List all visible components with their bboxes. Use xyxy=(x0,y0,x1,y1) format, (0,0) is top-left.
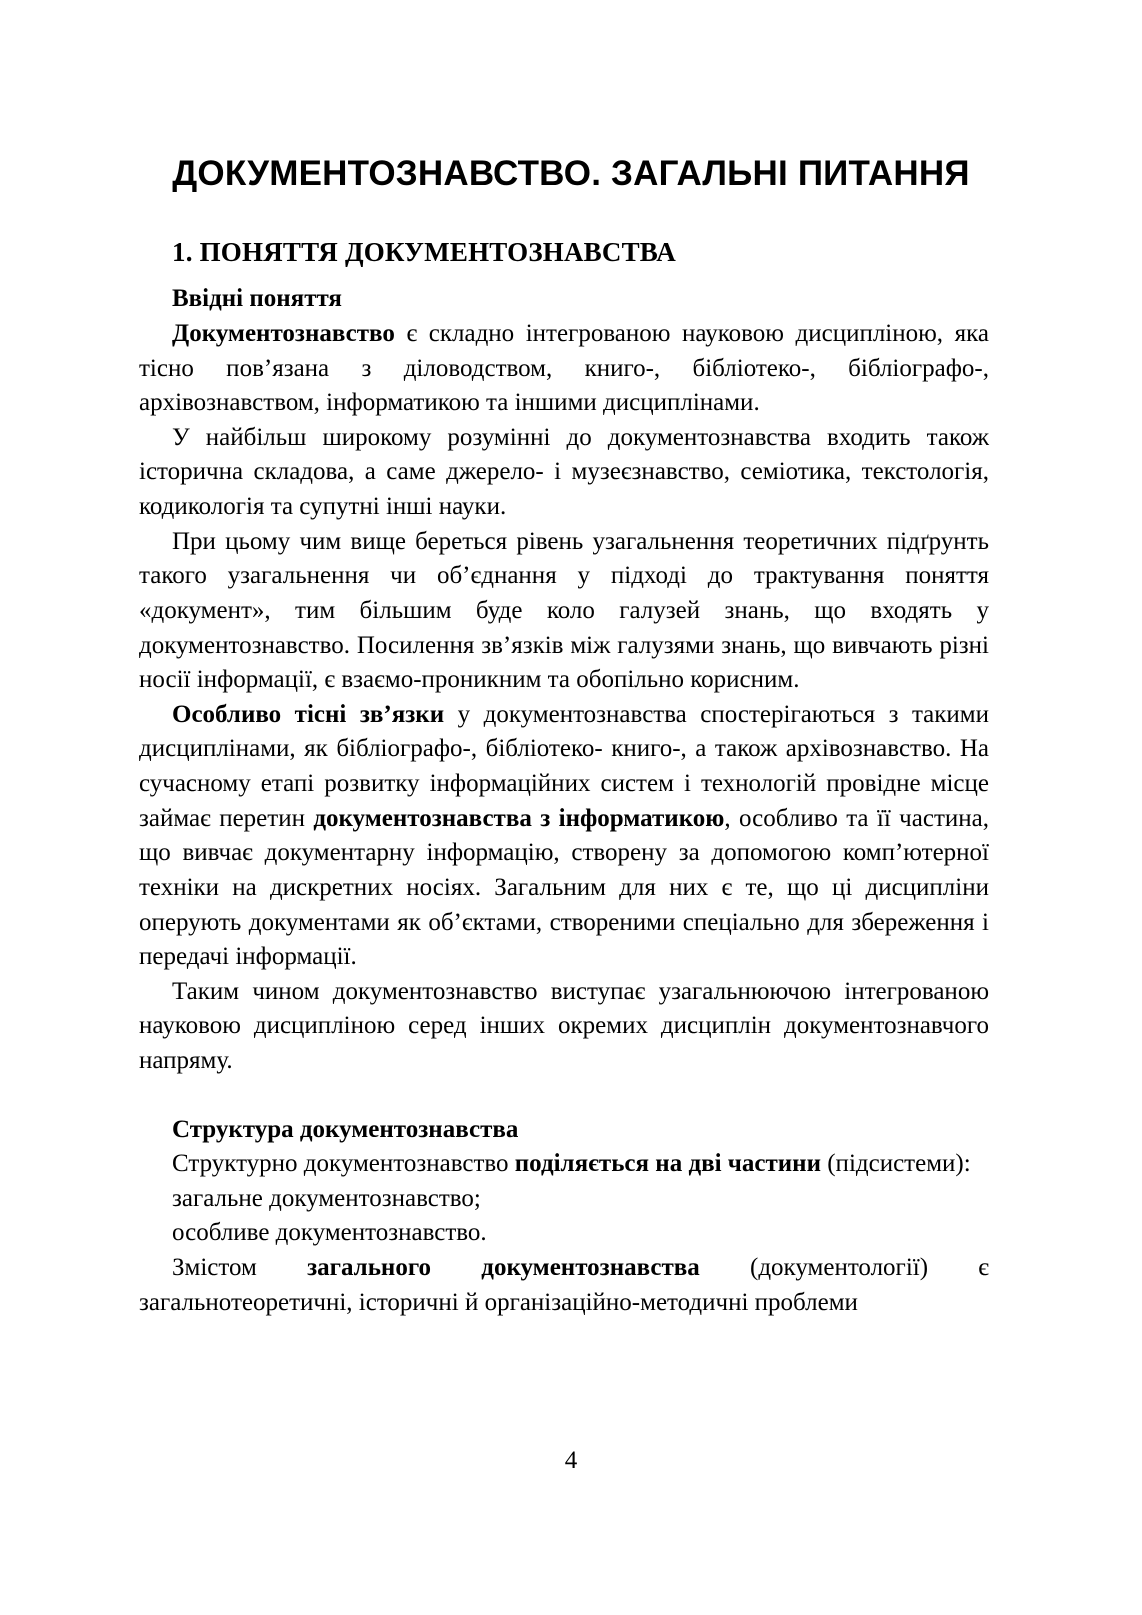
paragraph-close-links-mid: у документознавства спостерігаються з такими дисциплінами, як бібліографо-, бібліотеко- книго-, а також архівознавство. На сучасному етапі розвитку інформаційних систем і технологій провідне місце займає перетин xyxy=(139,700,989,832)
list-item: загальне документознавство; xyxy=(172,1184,481,1212)
paragraph-structure-split xyxy=(139,1147,989,1182)
term-zahalnoho-dokumentoznavstva: загального документознавства xyxy=(307,1254,700,1282)
paragraph-general-content-start: Змістом xyxy=(172,1254,308,1282)
term-dokumentoznavstvo: Документознавство xyxy=(172,319,395,347)
subheading-structure: Структура документознавства xyxy=(172,1115,519,1143)
list-item: особливе документознавство. xyxy=(172,1219,487,1247)
paragraph-spacer xyxy=(139,1079,989,1113)
term-osoblyvo-tisni-zvyazky: Особливо тісні зв’язки xyxy=(172,700,445,728)
paragraph-close-links-rest: , особливо та її частина, що вивчає документарну інформацію, створену за допомогою комп’ютерної техніки на дискретних носіях. Загальним для них є те, що ці дисципліни оперують документами як об’єктами, створеними спеціально для збереження і передачі інформації. xyxy=(139,804,989,971)
section-heading: 1. ПОНЯТТЯ ДОКУМЕНТОЗНАВСТВА xyxy=(172,237,676,267)
paragraph-structure-end: (підсистеми): xyxy=(820,1150,971,1178)
paragraph-definition xyxy=(139,317,989,421)
page-number-footer: 4 xyxy=(564,1447,578,1474)
paragraph-conclusion-integrated: Таким чином документознавство виступає узагальнюючою інтегрованою науковою дисципліною серед інших окремих дисциплін документознавчого напряму. xyxy=(139,977,989,1075)
paragraph-generalization-level: При цьому чим вище береться рівень узагальнення теоретичних підґрунть такого узагальнення чи об’єднання у підході до трактування поняття «документ», тим більшим буде коло галузей знань, що входять у документознавство. Посилення зв’язків між галузями знань, що вивчають різні носії інформації, є взаємо-проникним та обопільно корисним. xyxy=(139,527,989,694)
paragraph-definition-text: є складно інтегрованою науковою дисципліною, яка тісно пов’язана з діловодством, книго-, бібліотеко-, бібліографо-, архівознавством, інформатикою та іншими дисциплінами. xyxy=(139,319,989,417)
page-title: ДОКУМЕНТОЗНАВСТВО. ЗАГАЛЬНІ ПИТАННЯ xyxy=(172,154,970,194)
term-dokumentoznavstva-z-informatykoyu: документознавства з інформатикою xyxy=(313,804,725,832)
term-podilyaetsya-na-dvi-chastyny: поділяється на дві частини xyxy=(514,1150,821,1178)
paragraph-structure-start: Структурно документознавство xyxy=(172,1150,515,1178)
document-body xyxy=(139,236,989,1320)
paragraph-broad-understanding: У найбільш широкому розумінні до документознавства входить також історична складова, а саме джерело- і музеєзнавство, семіотика, текстологія, кодикологія та супутні інші науки. xyxy=(139,423,989,521)
paragraph-close-links xyxy=(139,698,989,975)
subheading-intro-concepts: Ввідні поняття xyxy=(172,285,342,313)
paragraph-general-content xyxy=(139,1251,989,1320)
paragraph-general-content-end: (документології) є загальнотеоретичні, історичні й організаційно-методичні проблеми xyxy=(139,1254,989,1316)
